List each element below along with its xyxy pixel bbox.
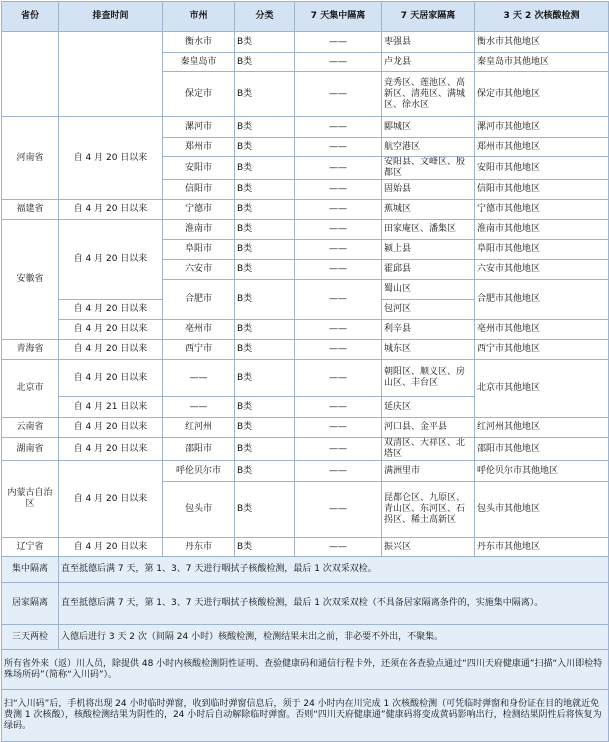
province-cell: 福建省 [2,200,59,220]
home-cell: 蜀山区 [382,280,475,300]
category-cell: B类 [235,482,295,538]
table-row [2,320,609,340]
date-cell: 自 4 月 20 日以来 [59,220,163,300]
central-cell: —— [295,360,382,397]
home-cell: 颍上县 [382,240,475,260]
date-cell: 自 4 月 20 日以来 [59,340,163,360]
test-cell: 亳州市其他地区 [475,320,609,340]
legend-text-test: 入德后进行 3 天 2 次（间隔 24 小时）核酸检测，检测结果未出之前，非必要不外出，不聚集。 [59,625,609,650]
category-cell: B类 [235,397,295,418]
home-cell: 郾城区 [382,117,475,138]
home-cell: 蕉城区 [382,200,475,220]
home-cell: 安阳县、文峰区、殷都区 [382,157,475,180]
central-cell: —— [295,438,382,461]
central-cell: —— [295,220,382,240]
test-cell: 宁德市其他地区 [475,200,609,220]
city-cell: 邵阳市 [163,438,235,461]
central-cell: —— [295,240,382,260]
city-cell: 秦皇岛市 [163,53,235,72]
test-cell: 合肥市其他地区 [475,280,609,320]
city-cell: 宁德市 [163,200,235,220]
test-cell: 保定市其他地区 [475,72,609,117]
date-cell-blank [59,32,163,117]
central-cell: —— [295,32,382,53]
central-cell: —— [295,320,382,340]
city-cell: 呼伦贝尔市 [163,461,235,482]
central-cell: —— [295,53,382,72]
test-cell: 西宁市其他地区 [475,340,609,360]
test-cell: 北京市其他地区 [475,360,609,418]
province-cell: 湖南省 [2,438,59,461]
category-cell: B类 [235,240,295,260]
city-cell: —— [163,360,235,397]
home-cell: 满洲里市 [382,461,475,482]
category-cell: B类 [235,220,295,240]
home-cell: 利辛县 [382,320,475,340]
date-cell: 自 4 月 20 日以来 [59,360,163,397]
category-cell: B类 [235,72,295,117]
test-cell: 阜阳市其他地区 [475,240,609,260]
home-cell: 霍邱县 [382,260,475,280]
category-cell: B类 [235,32,295,53]
col-test-header: 3 天 2 次核酸检测 [475,2,609,32]
col-city-header: 市州 [163,2,235,32]
home-cell: 双清区、大祥区、北塔区 [382,438,475,461]
city-cell: 亳州市 [163,320,235,340]
category-cell: B类 [235,461,295,482]
col-start-time-header: 排查时间 [59,2,163,32]
category-cell: B类 [235,418,295,438]
category-cell: B类 [235,200,295,220]
home-cell: 振兴区 [382,538,475,557]
central-cell: —— [295,418,382,438]
central-cell: —— [295,117,382,138]
risk-area-table [1,1,609,742]
category-cell: B类 [235,538,295,557]
city-cell: 包头市 [163,482,235,538]
city-cell: 红河州 [163,418,235,438]
test-cell: 淮南市其他地区 [475,220,609,240]
central-cell: —— [295,72,382,117]
test-cell: 信阳市其他地区 [475,180,609,200]
home-cell: 田家庵区、潘集区 [382,220,475,240]
province-cell-blank [2,32,59,117]
home-cell: 朝阳区、顺义区、房山区、丰台区 [382,360,475,397]
category-cell: B类 [235,360,295,397]
legend-text-home: 直至抵德后满 7 天，第 1、3、7 天进行咽拭子核酸检测，最后 1 次双采双检（不具备居家隔离条件的，实施集中隔离）。 [59,583,609,625]
table-row [2,418,609,438]
province-cell: 内蒙古自治区 [2,461,59,538]
col-home-isolation-header: 7 天居家隔离 [382,2,475,32]
date-cell: 自 4 月 21 日以来 [59,397,163,418]
category-cell: B类 [235,438,295,461]
date-cell: 自 4 月 20 日以来 [59,438,163,461]
category-cell: B类 [235,180,295,200]
test-cell: 包头市其他地区 [475,482,609,538]
central-cell: —— [295,397,382,418]
province-cell: 安徽省 [2,220,59,340]
test-cell: 丹东市其他地区 [475,538,609,557]
city-cell: 保定市 [163,72,235,117]
col-central-isolation-header: 7 天集中隔离 [295,2,382,32]
table-row [2,438,609,461]
central-cell: —— [295,157,382,180]
legend-row [2,583,609,625]
legend-text-central: 直至抵德后满 7 天，第 1、3、7 天进行咽拭子核酸检测，最后 1 次双采双检。 [59,557,609,583]
category-cell: B类 [235,138,295,157]
category-cell: B类 [235,117,295,138]
table-row [2,360,609,397]
table-row [2,340,609,360]
date-cell: 自 4 月 20 日以来 [59,117,163,200]
city-cell: 漯河市 [163,117,235,138]
home-cell: 昆都仑区、九原区、青山区、东河区、石拐区、稀土高新区 [382,482,475,538]
date-cell: 自 4 月 20 日以来 [59,461,163,538]
table-row [2,32,609,53]
city-cell: 西宁市 [163,340,235,360]
central-cell: —— [295,482,382,538]
category-cell: B类 [235,280,295,320]
note-entry-requirement: 所有省外来（返）川人员，除提供 48 小时内核酸检测阴性证明、查验健康码和通信行程卡外，还须在各查验点通过“四川天府健康通”扫描“入川即检特殊场所码”（简称“入川码”）。 [2,650,609,690]
city-cell: 郑州市 [163,138,235,157]
home-cell: 固始县 [382,180,475,200]
table-row [2,461,609,482]
province-cell: 云南省 [2,418,59,438]
legend-row [2,625,609,650]
central-cell: —— [295,138,382,157]
legend-title-central: 集中隔离 [2,557,59,583]
test-cell: 呼伦贝尔市其他地区 [475,461,609,482]
city-cell: 合肥市 [163,280,235,320]
date-cell: 自 4 月 20 日以来 [59,418,163,438]
category-cell: B类 [235,260,295,280]
header-row [2,2,609,32]
test-cell: 六安市其他地区 [475,260,609,280]
col-category-header: 分类 [235,2,295,32]
test-cell: 郑州市其他地区 [475,138,609,157]
date-cell: 自 4 月 20 日以来 [59,200,163,220]
home-cell: 包河区 [382,300,475,320]
col-province-header: 省份 [2,2,59,32]
city-cell: 安阳市 [163,157,235,180]
legend-title-test: 三天两检 [2,625,59,650]
city-cell: 信阳市 [163,180,235,200]
city-cell: 阜阳市 [163,240,235,260]
city-cell: 六安市 [163,260,235,280]
central-cell: —— [295,340,382,360]
home-cell: 延庆区 [382,397,475,418]
home-cell: 竞秀区、莲池区、高新区、清苑区、满城区、徐水区 [382,72,475,117]
home-cell: 枣强县 [382,32,475,53]
city-cell: —— [163,397,235,418]
table-row [2,538,609,557]
date-cell: 自 4 月 20 日以来 [59,538,163,557]
category-cell: B类 [235,320,295,340]
note-row [2,650,609,690]
note-popup-rule: 扫“入川码”后，手机将出现 24 小时临时弹窗，收到临时弹窗信息后，须于 24 小时内在川完成 1 次核酸检测（可凭临时弹窗和身份证在目的地就近免费测 1 次核酸），核酸检测结果为阴性的，24 小时后自动解除临时弹窗。否则“四川天府健康通”健康码将变成黄码影响出行，检测结果阴性后将恢复为绿码。 [2,690,609,742]
legend-title-home: 居家隔离 [2,583,59,625]
province-cell: 青海省 [2,340,59,360]
central-cell: —— [295,461,382,482]
category-cell: B类 [235,157,295,180]
date-cell: 自 4 月 20 日以来 [59,320,163,340]
city-cell: 衡水市 [163,32,235,53]
test-cell: 秦皇岛市其他地区 [475,53,609,72]
note-row [2,690,609,742]
central-cell: —— [295,280,382,320]
table-row [2,117,609,138]
home-cell: 河口县、金平县 [382,418,475,438]
central-cell: —— [295,200,382,220]
test-cell: 衡水市其他地区 [475,32,609,53]
home-cell: 卢龙县 [382,53,475,72]
province-cell: 北京市 [2,360,59,418]
central-cell: —— [295,260,382,280]
test-cell: 邵阳市其他地区 [475,438,609,461]
central-cell: —— [295,538,382,557]
home-cell: 航空港区 [382,138,475,157]
city-cell: 丹东市 [163,538,235,557]
test-cell: 安阳市其他地区 [475,157,609,180]
category-cell: B类 [235,53,295,72]
home-cell: 城东区 [382,340,475,360]
city-cell: 淮南市 [163,220,235,240]
category-cell: B类 [235,340,295,360]
province-cell: 河南省 [2,117,59,200]
test-cell: 漯河市其他地区 [475,117,609,138]
table-row [2,220,609,240]
test-cell: 红河州其他地区 [475,418,609,438]
table-row [2,200,609,220]
central-cell: —— [295,180,382,200]
province-cell: 辽宁省 [2,538,59,557]
legend-row [2,557,609,583]
date-cell: 自 4 月 20 日以来 [59,300,163,320]
